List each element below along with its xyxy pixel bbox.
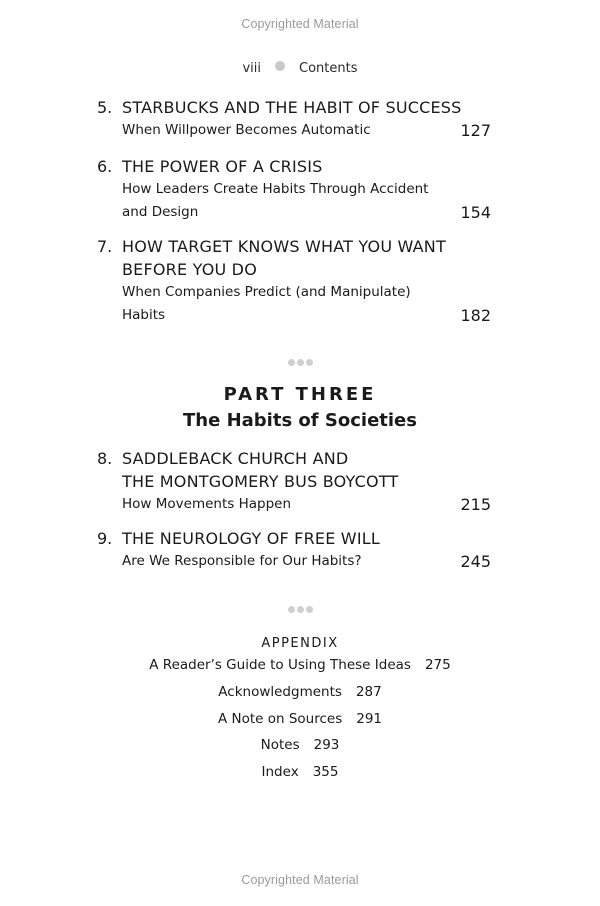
chapter-subtitle: How Movements Happen [122,496,292,512]
chapter-page-number: 182 [460,306,491,325]
toc-entry-acknowledgments[interactable] [0,684,600,700]
running-head [0,61,600,76]
chapter-number: 6. [97,157,113,176]
chapter-title: THE NEUROLOGY OF FREE WILL [122,529,380,548]
toc-entry-chapter-7[interactable] [97,235,491,327]
section-separator [0,604,600,612]
chapter-page-number: 245 [460,552,491,571]
chapter-title: THE POWER OF A CRISIS [122,157,323,176]
back-matter-label: A Reader’s Guide to Using These Ideas [149,657,411,673]
toc-entry-chapter-8[interactable] [97,447,491,516]
separator-dot-icon [297,606,304,613]
chapter-page-number: 127 [460,121,491,140]
chapter-subtitle: When Willpower Becomes Automatic [122,122,371,138]
part-title: The Habits of Societies [183,410,417,431]
chapter-subtitle: When Companies Predict (and Manipulate) [122,284,411,300]
back-matter-label: Acknowledgments [218,684,342,700]
chapter-title: SADDLEBACK CHURCH AND [122,449,349,468]
separator-dot-icon [306,606,313,613]
toc-entry-index[interactable] [0,764,600,780]
bullet-dot-icon [275,61,285,71]
section-title: Contents [299,61,358,76]
back-matter-page: 275 [424,657,451,673]
chapter-number: 7. [97,237,113,256]
chapter-number: 5. [97,98,113,117]
back-matter-page: 287 [355,684,382,700]
chapter-subtitle: Are We Responsible for Our Habits? [122,553,362,569]
page-folio: viii [242,61,262,76]
chapter-title: STARBUCKS AND THE HABIT OF SUCCESS [122,98,462,117]
back-matter-label: A Note on Sources [217,711,343,727]
chapter-number: 8. [97,449,113,468]
chapter-subtitle: Habits [122,307,166,323]
chapter-title: THE MONTGOMERY BUS BOYCOTT [122,472,399,491]
toc-entry-chapter-6[interactable] [97,155,491,224]
section-separator [0,357,600,365]
chapter-page-number: 215 [460,495,491,514]
copyright-watermark-bottom: Copyrighted Material [241,873,359,887]
separator-dot-icon [306,359,313,366]
back-matter-label: Index [261,764,299,780]
appendix-heading: APPENDIX [261,636,339,651]
chapter-subtitle: How Leaders Create Habits Through Accident [122,181,429,197]
back-matter-page: 293 [313,737,340,753]
separator-dot-icon [288,606,295,613]
chapter-number: 9. [97,529,113,548]
chapter-title: HOW TARGET KNOWS WHAT YOU WANT [122,237,446,256]
chapter-title: BEFORE YOU DO [122,260,257,279]
back-matter-label: Notes [260,737,300,753]
part-label: PART THREE [223,384,377,405]
toc-entry-note-on-sources[interactable] [0,711,600,727]
separator-dot-icon [288,359,295,366]
back-matter-page: 355 [312,764,339,780]
toc-entry-chapter-5[interactable] [97,96,491,142]
copyright-watermark-top: Copyrighted Material [241,17,359,31]
chapter-page-number: 154 [460,203,491,222]
toc-entry-notes[interactable] [0,737,600,753]
back-matter-page: 291 [356,711,383,727]
separator-dot-icon [297,359,304,366]
toc-entry-chapter-9[interactable] [97,527,491,573]
toc-entry-readers-guide[interactable] [0,657,600,673]
chapter-subtitle: and Design [122,204,199,220]
